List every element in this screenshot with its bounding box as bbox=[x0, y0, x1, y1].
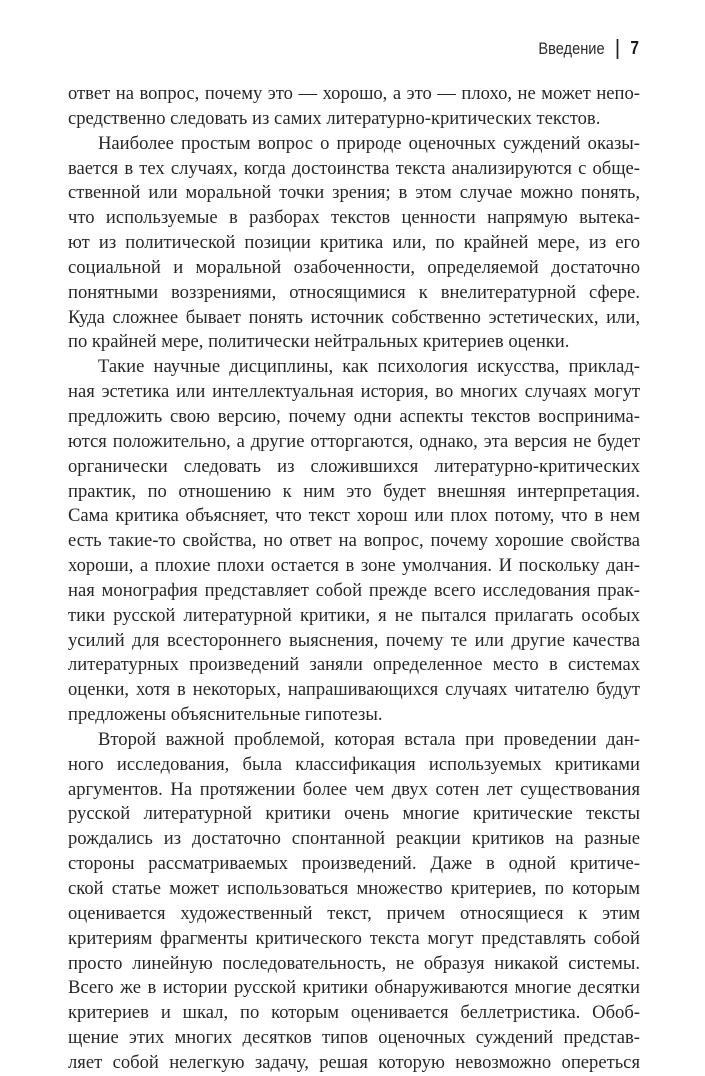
text-line: Сама критика объясняет, что текст хорош или плох потому, что в нем bbox=[68, 505, 640, 527]
text-line: ются положительно, а другие отторгаются, однако, эта версия не будет bbox=[68, 430, 640, 452]
text-line: литературных произведений заняли определенное место в системах bbox=[68, 654, 640, 676]
text-line: что используемые в разборах текстов ценности напрямую вытека- bbox=[68, 207, 640, 229]
paragraph bbox=[68, 132, 640, 356]
text-line: ного исследования, была классификация используемых критиками bbox=[68, 753, 640, 775]
text-line: ют из политической позиции критика или, по крайней мере, из его bbox=[68, 232, 640, 254]
text-line: Наиболее простым вопрос о природе оценочных суждений оказы- bbox=[98, 132, 640, 154]
text-line: критериям фрагменты критического текста могут представлять собой bbox=[68, 927, 640, 949]
text-line: предложить свою версию, почему одни аспекты текстов воспринима- bbox=[68, 405, 640, 427]
text-line: социальной и моральной озабоченности, определяемой достаточно bbox=[68, 256, 640, 278]
text-line: Такие научные дисциплины, как психология искусства, приклад- bbox=[98, 356, 640, 378]
text-line: тики русской литературной критики, я не пытался прилагать особых bbox=[68, 604, 640, 626]
text-line: усилий для всестороннего выяснения, почему те или другие качества bbox=[68, 629, 640, 651]
text-line: оценивается художественный текст, причем относящиеся к этим bbox=[68, 902, 640, 924]
paragraph bbox=[68, 355, 640, 728]
text-line: аргументов. На протяжении более чем двух сотен лет существования bbox=[68, 778, 640, 800]
text-line: просто линейную последовательность, не образуя никакой системы. bbox=[68, 952, 640, 974]
text-line: Куда сложнее бывает понять источник собственно эстетических, или, bbox=[68, 306, 640, 328]
page-number: 7 bbox=[630, 38, 639, 58]
text-line: ная эстетика или интеллектуальная история, во многих случаях могут bbox=[68, 381, 640, 403]
text-line: Второй важной проблемой, которая встала при проведении дан- bbox=[98, 728, 640, 750]
paragraph bbox=[68, 728, 640, 1076]
text-line: оценки, хотя в некоторых, напрашивающихся случаях читателю будут bbox=[68, 679, 640, 701]
text-line: понятными воззрениями, относящимися к внелитературной сфере. bbox=[68, 281, 640, 303]
text-line: хороши, а плохие плохи остается в зоне умолчания. И поскольку дан- bbox=[68, 555, 640, 577]
text-line: органически следовать из сложившихся литературно-критических bbox=[68, 455, 640, 477]
text-line: предложены объяснительные гипотезы. bbox=[68, 704, 383, 726]
paragraph bbox=[68, 82, 640, 132]
text-line: рождались из достаточно спонтанной реакции критиков на разные bbox=[68, 828, 640, 850]
running-header bbox=[538, 38, 639, 59]
text-line: средственно следовать из самих литературно-критических текстов. bbox=[68, 107, 601, 129]
text-line: вается в тех случаях, когда достоинства текста анализируются с обще- bbox=[68, 157, 640, 179]
text-line: ная монография представляет собой прежде всего исследования прак- bbox=[68, 579, 640, 601]
text-line: русской литературной критики очень многие критические тексты bbox=[68, 803, 640, 825]
text-line: стороны рассматриваемых произведений. Даже в одной критиче- bbox=[68, 853, 640, 875]
text-line: ответ на вопрос, почему это — хорошо, а это — плохо, не может непо- bbox=[68, 83, 640, 104]
text-line: щение этих многих десятков типов оценочных суждений представ- bbox=[68, 1027, 640, 1049]
header-separator bbox=[617, 39, 619, 59]
running-title: Введение bbox=[538, 38, 605, 58]
text-line: практик, по отношению к ним это будет внешняя интерпретация. bbox=[68, 480, 640, 502]
text-line: есть такие-то свойства, но ответ на вопрос, почему хорошие свойства bbox=[68, 530, 640, 552]
text-line: критериев и шкал, по которым оценивается беллетристика. Обоб- bbox=[68, 1002, 640, 1024]
text-line: ской статье может использоваться множество критериев, по которым bbox=[68, 878, 640, 899]
text-line: Всего же в истории русской критики обнаруживаются многие десятки bbox=[68, 977, 640, 999]
text-line: ляет собой нелегкую задачу, решая которую невозможно опереться bbox=[68, 1051, 640, 1073]
text-line: ственной или моральной точки зрения; в этом случае можно понять, bbox=[68, 182, 640, 204]
page-body bbox=[68, 82, 640, 1076]
text-line: по крайней мере, политически нейтральных критериев оценки. bbox=[68, 331, 570, 353]
